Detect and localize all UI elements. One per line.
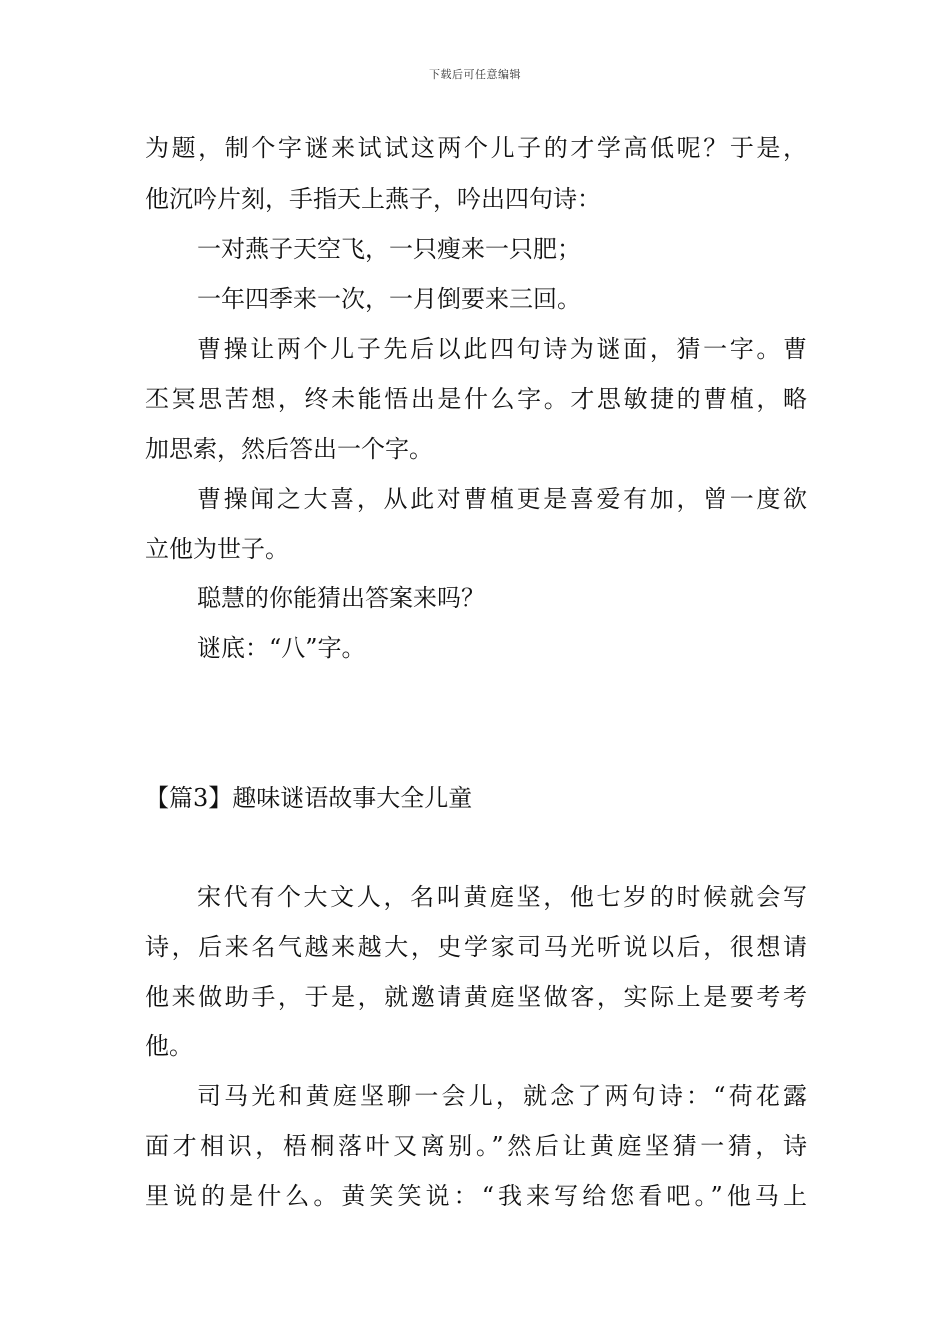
page-header: 下载后可任意编辑 [429,68,521,81]
paragraph-line: 曹操让两个儿子先后以此四句诗为谜面，猜一字。曹 [197,335,807,363]
section-heading: 【篇3】趣味谜语故事大全儿童 [145,784,473,812]
paragraph-line: 立他为世子。 [145,535,289,563]
paragraph-line: 加思索，然后答出一个字。 [145,435,433,463]
paragraph-line: 为题，制个字谜来试试这两个儿子的才学高低呢？于是， [145,134,807,162]
paragraph-line: 诗，后来名气越来越大，史学家司马光听说以后，很想请 [145,933,807,961]
paragraph-line: 他沉吟片刻，手指天上燕子，吟出四句诗： [145,185,601,213]
paragraph-line: 曹操闻之大喜，从此对曹植更是喜爱有加，曾一度欲 [197,485,807,513]
paragraph-line: 他来做助手，于是，就邀请黄庭坚做客，实际上是要考考 [145,983,807,1011]
paragraph-line: 里说的是什么。黄笑笑说：“我来写给您看吧。”他马上 [145,1182,807,1210]
paragraph-line: 面才相识，梧桐落叶又离别。”然后让黄庭坚猜一猜，诗 [145,1132,807,1160]
paragraph-line: 宋代有个大文人，名叫黄庭坚，他七岁的时候就会写 [197,883,807,911]
paragraph-line: 丕冥思苦想，终未能悟出是什么字。才思敏捷的曹植，略 [145,385,807,413]
paragraph-line: 聪慧的你能猜出答案来吗？ [197,584,485,612]
poem-line: 一年四季来一次，一月倒要来三回。 [197,285,581,313]
paragraph-line: 司马光和黄庭坚聊一会儿，就念了两句诗：“荷花露 [197,1082,807,1110]
paragraph-line: 他。 [145,1032,193,1060]
poem-line: 一对燕子天空飞，一只瘦来一只肥； [197,235,581,263]
riddle-answer: 谜底：“八”字。 [197,634,366,662]
